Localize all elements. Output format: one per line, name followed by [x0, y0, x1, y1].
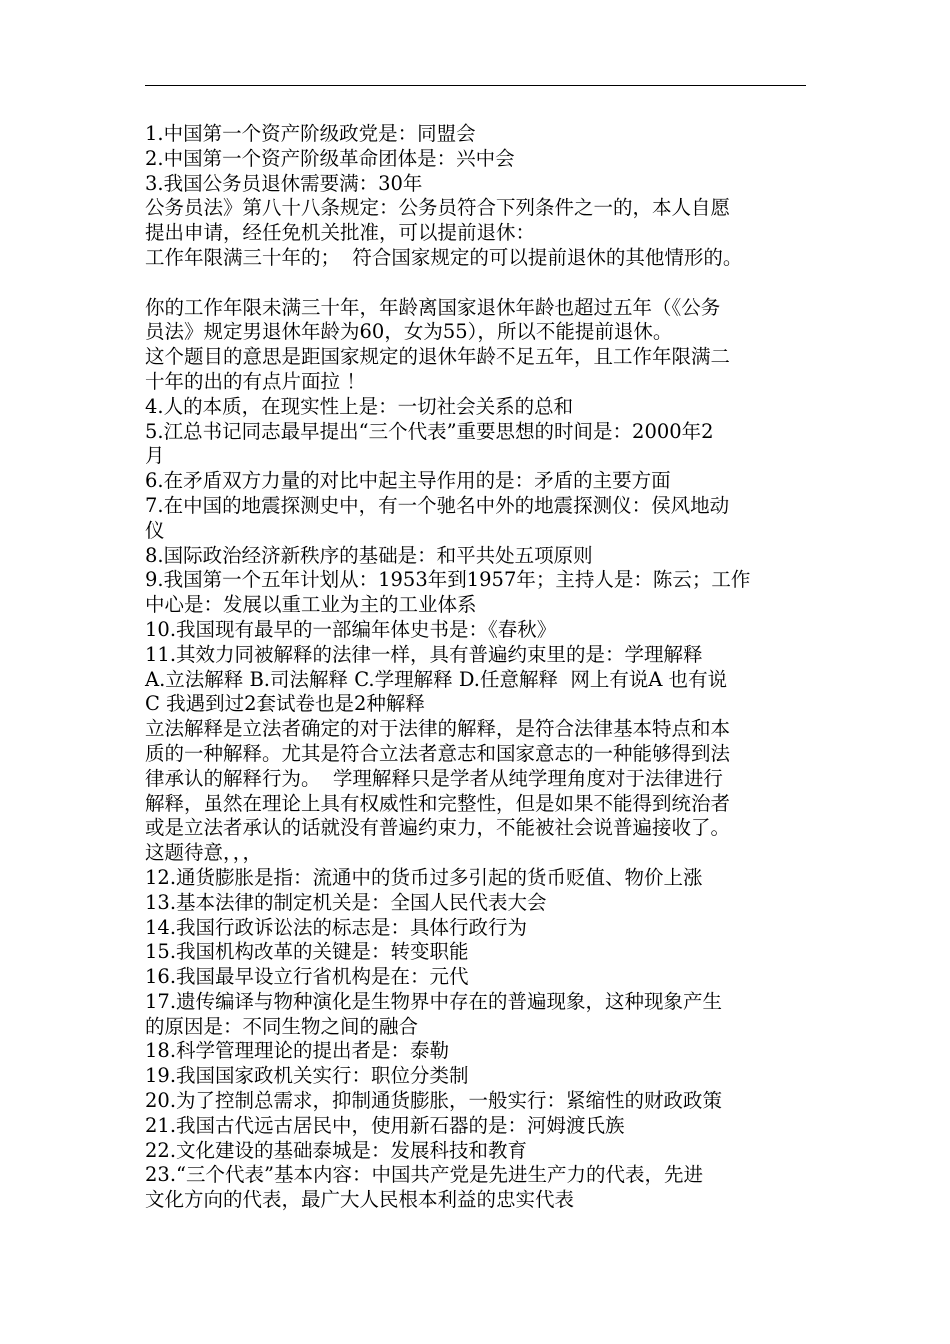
text-line: 月	[145, 444, 165, 468]
text-line: 20.为了控制总需求，抑制通货膨胀，一般实行：紧缩性的财政政策	[145, 1089, 723, 1113]
text-line: C 我遇到过2套试卷也是2种解释	[145, 692, 425, 716]
text-line: 22.文化建设的基础泰城是：发展科技和教育	[145, 1138, 528, 1162]
text-line: 11.其效力同被解释的法律一样，具有普遍约束里的是：学理解释	[145, 642, 703, 666]
blank-line	[145, 271, 825, 296]
text-line: 文化方向的代表，最广大人民根本利益的忠实代表	[145, 1188, 575, 1212]
text-line: 中心是：发展以重工业为主的工业体系	[145, 593, 477, 617]
text-line: 17.遗传编译与物种演化是生物界中存在的普遍现象，这种现象产生	[145, 989, 723, 1013]
text-line: 7.在中国的地震探测史中，有一个驰名中外的地震探测仪：侯风地动	[145, 493, 730, 517]
text-line: 仪	[145, 518, 165, 542]
text-line: 6.在矛盾双方力量的对比中起主导作用的是：矛盾的主要方面	[145, 469, 671, 493]
text-line: 23.“三个代表”基本内容：中国共产党是先进生产力的代表，先进	[145, 1163, 703, 1187]
text-line: 你的工作年限未满三十年，年龄离国家退休年龄也超过五年（《公务	[145, 295, 721, 319]
text-line: 十年的出的有点片面拉 ！	[145, 369, 366, 393]
text-line: 2.中国第一个资产阶级革命团体是：兴中会	[145, 146, 515, 170]
text-line: 1.中国第一个资产阶级政党是：同盟会	[145, 122, 476, 145]
header-divider	[145, 85, 806, 86]
text-line: 工作年限满三十年的； 符合国家规定的可以提前退休的其他情形的。	[145, 245, 743, 269]
text-line: 12.通货膨胀是指：流通中的货币过多引起的货币贬值、物价上涨	[145, 865, 703, 889]
text-line: 3.我国公务员退休需要满：30年	[145, 171, 423, 195]
text-line: 律承认的解释行为。 学理解释只是学者从纯学理角度对于法律进行	[145, 766, 723, 790]
text-line: 15.我国机构改革的关键是：转变职能	[145, 940, 469, 964]
text-line: 质的一种解释。尤其是符合立法者意志和国家意志的一种能够得到法	[145, 741, 731, 765]
text-line: 公务员法》第八十八条规定：公务员符合下列条件之一的，本人自愿	[145, 196, 731, 220]
text-line: 9.我国第一个五年计划从：1953年到1957年；主持人是：陈云；工作	[145, 568, 751, 592]
document-body	[145, 122, 825, 1213]
text-line: 立法解释是立法者确定的对于法律的解释，是符合法律基本特点和本	[145, 717, 731, 741]
text-line: 18.科学管理理论的提出者是：泰勒	[145, 1039, 450, 1063]
text-line: 解释，虽然在理论上具有权威性和完整性，但是如果不能得到统治者	[145, 791, 731, 815]
text-line: 或是立法者承认的话就没有普遍约束力，不能被社会说普遍接收了。	[145, 816, 731, 840]
text-line: 的原因是：不同生物之间的融合	[145, 1014, 419, 1038]
text-line: 13.基本法律的制定机关是：全国人民代表大会	[145, 890, 547, 914]
text-line: 16.我国最早设立行省机构是在：元代	[145, 965, 469, 989]
text-line: 8.国际政治经济新秩序的基础是：和平共处五项原则	[145, 543, 593, 567]
text-line: A.立法解释 B.司法解释 C.学理解释 D.任意解释 网上有说A 也有说	[145, 667, 728, 691]
text-line: 21.我国古代远古居民中，使用新石器的是：河姆渡氏族	[145, 1113, 625, 1137]
text-line: 这题待意，，，	[145, 841, 263, 865]
text-line: 19.我国国家政机关实行：职位分类制	[145, 1064, 469, 1088]
text-line: 14.我国行政诉讼法的标志是：具体行政行为	[145, 915, 528, 939]
text-line: 提出申请，经任免机关批准，可以提前退休：	[145, 221, 536, 245]
text-line: 这个题目的意思是距国家规定的退休年龄不足五年，且工作年限满二	[145, 345, 731, 369]
text-line: 4.人的本质，在现实性上是：一切社会关系的总和	[145, 394, 574, 418]
text-line: 5.江总书记同志最早提出“三个代表”重要思想的时间是：2000年2	[145, 419, 714, 443]
text-line: 10.我国现有最早的一部编年体史书是：《春秋》	[145, 617, 557, 641]
text-line: 员法》规定男退休年龄为60，女为55），所以不能提前退休。	[145, 320, 673, 344]
